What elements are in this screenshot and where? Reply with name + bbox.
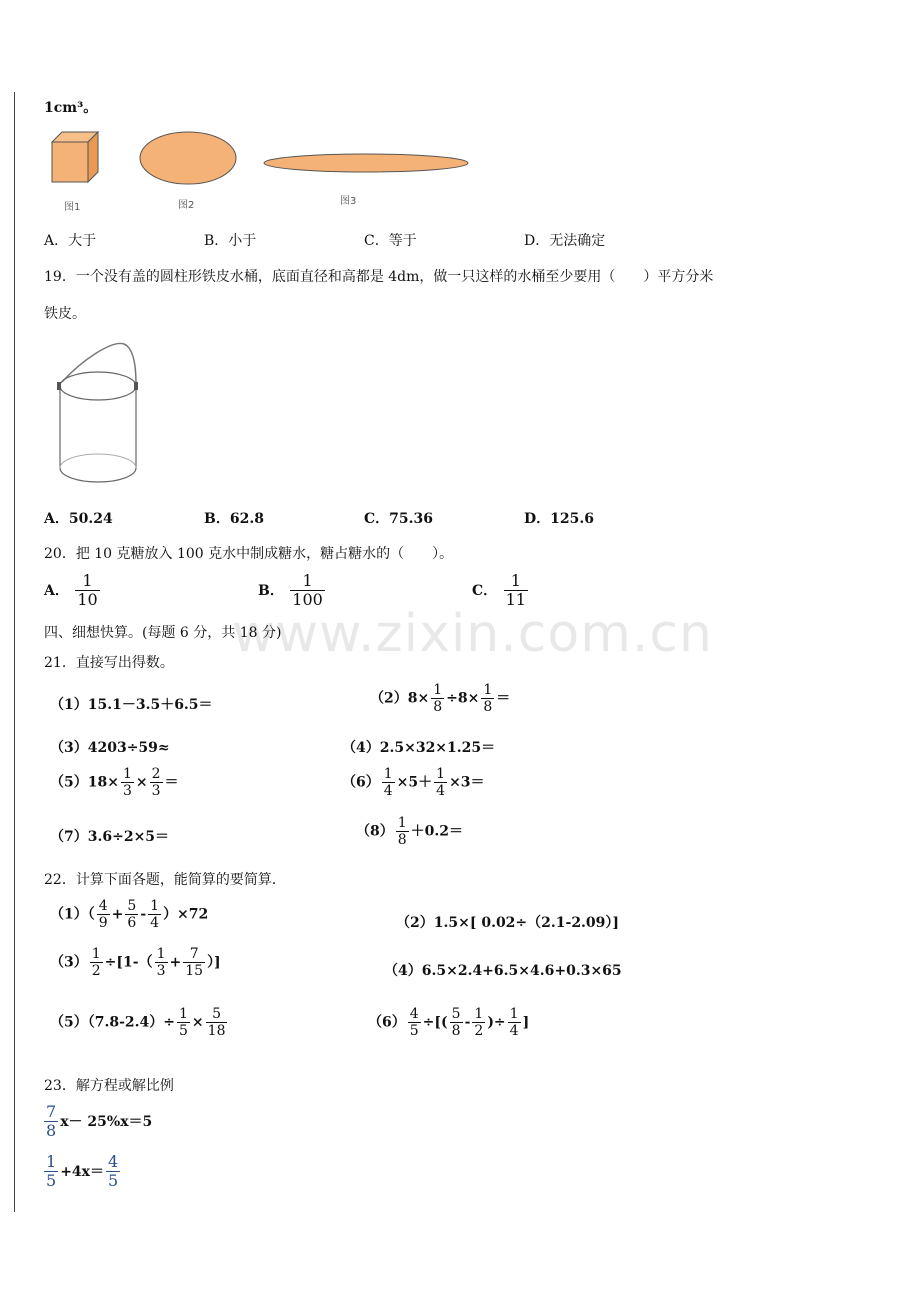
q19-option-a[interactable]: A．50.24: [44, 511, 113, 527]
q18-option-c[interactable]: C．等于: [364, 233, 417, 249]
q20-option-c-fraction: $\frac{1}{11}$: [505, 571, 526, 610]
q21-problem-3: （3）4203÷59≈: [50, 740, 170, 756]
figure3-caption: 图3: [340, 196, 357, 207]
q22-title: 22．计算下面各题，能简算的要简算．: [44, 872, 286, 888]
q20-option-a-fraction: $\frac{1}{10}$: [77, 571, 98, 610]
q20-option-b-fraction: $\frac{1}{100}$: [292, 571, 323, 610]
q20-stem: 20．把 10 克糖放入 100 克水中制成糖水，糖占糖水的（ ）。: [44, 546, 454, 562]
q22-problem-5: （5）（7.8-2.4）÷ $\frac{1}{5}$ × $\frac{5}{18}$: [50, 1006, 226, 1040]
flat-ellipse-figure: [260, 150, 472, 176]
q21-title: 21．直接写出得数。: [44, 655, 174, 671]
q18-option-a[interactable]: A．大于: [44, 233, 97, 249]
q21-problem-7: （7）3.6÷2×5＝: [50, 829, 170, 845]
q21-problem-4: （4）2.5×32×1.25＝: [342, 740, 496, 756]
q20-option-c-label: C．: [472, 582, 498, 599]
figure2-caption: 图2: [178, 200, 195, 211]
q21-problem-8: （8） $\frac{1}{8}$ ＋0.2＝: [356, 815, 464, 849]
q20-option-a-label: A．: [44, 582, 69, 599]
q22-problem-4: （4）6.5×2.4+6.5×4.6+0.3×65: [384, 963, 622, 979]
section-heading: 四、细想快算。(每题 6 分，共 18 分): [44, 625, 282, 641]
q21-problem-2: （2）8× $\frac{1}{8}$ ÷8× $\frac{1}{8}$ ＝: [370, 682, 511, 716]
watermark: www.zixin.com.cn: [232, 604, 713, 664]
q20-option-b-label: B．: [258, 582, 284, 599]
q23-equation-2: $\frac{1}{5}$ +4x＝ $\frac{4}{5}$: [46, 1152, 119, 1191]
q18-tail: 1cm³。: [44, 100, 98, 116]
ellipse-figure: [136, 130, 240, 186]
bucket-figure: [52, 340, 144, 486]
q22-problem-2: （2）1.5×[ 0.02÷（2.1-2.09）]: [396, 915, 620, 931]
figure1-caption: 图1: [64, 202, 81, 213]
q23-equation-1: $\frac{7}{8}$ x－ 25%x＝5: [46, 1102, 153, 1141]
q19-stem: 19．一个没有盖的圆柱形铁皮水桶，底面直径和高都是 4dm，做一只这样的水桶至少要用（ ）平方分米: [44, 269, 714, 285]
q19-option-b[interactable]: B．62.8: [204, 511, 264, 527]
q22-problem-6: （6） $\frac{4}{5}$ ÷[( $\frac{5}{8}$ - $\frac{1}{2}$ )÷ $\frac{1}{4}$ ]: [368, 1006, 530, 1040]
q19-stem-cont: 铁皮。: [44, 306, 86, 322]
margin-line: [14, 92, 15, 1212]
q19-option-d[interactable]: D．125.6: [524, 511, 594, 527]
q18-option-b[interactable]: B．小于: [204, 233, 257, 249]
q20-option-a[interactable]: [44, 572, 102, 610]
q21-problem-5: （5）18× $\frac{1}{3}$ × $\frac{2}{3}$ ＝: [50, 766, 179, 800]
q22-problem-3: （3） $\frac{1}{2}$ ÷[1-（ $\frac{1}{3}$ + $\frac{7}{15}$ ）]: [50, 946, 221, 980]
q21-problem-6: （6） $\frac{1}{4}$ ×5＋ $\frac{1}{4}$ ×3＝: [342, 766, 485, 800]
q19-option-c[interactable]: C．75.36: [364, 511, 433, 527]
q18-option-d[interactable]: D．无法确定: [524, 233, 606, 249]
q23-title: 23．解方程或解比例: [44, 1078, 174, 1094]
q21-problem-1: （1）15.1－3.5＋6.5＝: [50, 697, 213, 713]
cube-figure: [48, 128, 104, 188]
q22-problem-1: （1）（ $\frac{4}{9}$ + $\frac{5}{6}$ - $\frac{1}{4}$ ）×72: [50, 898, 209, 932]
